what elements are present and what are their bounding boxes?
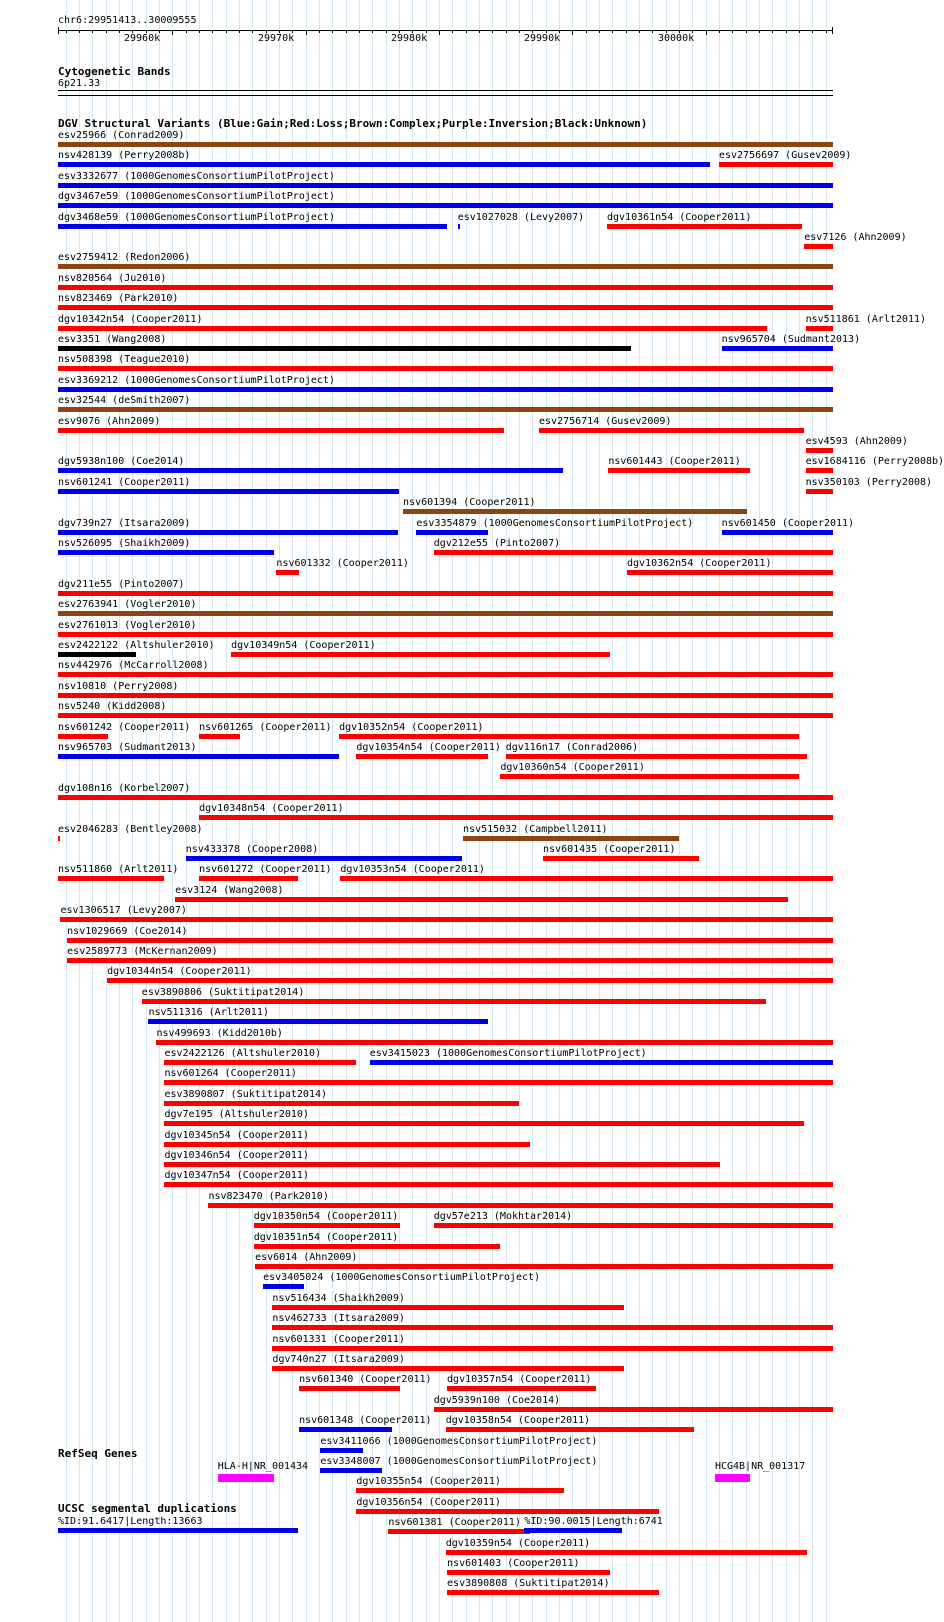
variant-label: nsv428139 (Perry2008b): [58, 150, 191, 162]
variant-bar[interactable]: [231, 652, 610, 657]
ruler-minor-tick: [226, 30, 227, 33]
position-label: chr6:29951413..30009555: [58, 15, 197, 26]
variant-label: nsv526095 (Shaikh2009): [58, 538, 191, 549]
variant-bar[interactable]: [58, 734, 108, 739]
variant-label: nsv508398 (Teague2010): [58, 354, 191, 366]
variant-bar[interactable]: [255, 1264, 833, 1269]
ruler-arrow-left: [58, 27, 59, 34]
variant-label: dgv211e55 (Pinto2007): [58, 578, 185, 590]
variant-bar[interactable]: [58, 591, 833, 596]
ruler-minor-tick: [492, 30, 493, 33]
variant-bar[interactable]: [434, 1223, 833, 1228]
variant-bar[interactable]: [320, 1448, 363, 1453]
grid-line: [786, 0, 787, 1622]
variant-label: esv3348007 (1000GenomesConsortiumPilotProject): [320, 1456, 598, 1467]
variant-label: esv3354879 (1000GenomesConsortiumPilotProject): [416, 517, 694, 529]
grid-line: [186, 0, 187, 1622]
variant-label: esv32544 (deSmith2007): [58, 395, 191, 407]
variant-bar[interactable]: [58, 876, 164, 881]
ruler-minor-tick: [359, 30, 360, 33]
ruler-major-tick: [439, 30, 440, 35]
variant-label: esv2761013 (Vogler2010): [58, 619, 197, 631]
variant-bar[interactable]: [58, 346, 631, 351]
variant-label: dgv5939n100 (Coe2014): [433, 1394, 561, 1406]
variant-label: dgv10353n54 (Cooper2011): [340, 864, 485, 876]
variant-label: esv3890808 (Suktitipat2014): [447, 1578, 610, 1590]
variant-label: esv2589773 (McKernan2009): [67, 946, 218, 957]
grid-line: [146, 0, 147, 1622]
variant-bar[interactable]: [58, 203, 833, 208]
variant-label: esv3124 (Wang2008): [175, 884, 284, 896]
variant-label: dgv10358n54 (Cooper2011): [445, 1415, 591, 1427]
gene-label: HLA-H|NR_001434: [217, 1461, 309, 1472]
dgv-track-title[interactable]: DGV Structural Variants (Blue:Gain;Red:Loss;Brown:Complex;Purple:Inversion;Black:Unknown): [58, 117, 648, 130]
variant-label: nsv965704 (Sudmant2013): [721, 334, 861, 345]
ruler-minor-tick: [119, 30, 120, 33]
variant-label: nsv5240 (Kidd2008): [58, 701, 167, 713]
variant-bar[interactable]: [254, 1244, 501, 1249]
variant-label: nsv965703 (Sudmant2013): [58, 742, 197, 753]
grid-line: [719, 0, 720, 1622]
variant-label: dgv10356n54 (Cooper2011): [356, 1496, 501, 1508]
ruler-minor-tick: [719, 30, 720, 33]
variant-bar[interactable]: [403, 509, 747, 514]
grid-line: [119, 0, 120, 1622]
segdup-bar[interactable]: [524, 1528, 621, 1533]
variant-bar[interactable]: [164, 1121, 804, 1126]
variant-label: esv3415023 (1000GenomesConsortiumPilotProject): [369, 1048, 647, 1059]
ruler-major-tick: [172, 30, 173, 35]
variant-bar[interactable]: [58, 326, 767, 331]
variant-label: esv3405024 (1000GenomesConsortiumPilotProject): [263, 1272, 541, 1284]
variant-label: nsv511861 (Arlt2011): [805, 313, 927, 325]
ruler-minor-tick: [772, 30, 773, 33]
variant-label: nsv601340 (Cooper2011): [299, 1374, 432, 1386]
variant-bar[interactable]: [356, 754, 488, 759]
grid-line: [159, 0, 160, 1622]
ruler-major-tick: [306, 30, 307, 35]
ruler-minor-tick: [746, 30, 747, 33]
variant-label: dgv116n17 (Conrad2006): [505, 742, 639, 753]
variant-bar[interactable]: [627, 570, 833, 575]
variant-label: nsv515032 (Campbell2011): [463, 823, 608, 835]
ruler-minor-tick: [506, 30, 507, 33]
cytoband-label: 6p21.33: [58, 78, 101, 89]
variant-bar[interactable]: [148, 1019, 488, 1024]
variant-bar[interactable]: [164, 1101, 519, 1106]
variant-label: nsv601264 (Cooper2011): [164, 1068, 297, 1080]
ruler-minor-tick: [372, 30, 373, 33]
variant-label: nsv350103 (Perry2008): [805, 476, 933, 488]
variant-label: esv3332677 (1000GenomesConsortiumPilotProject): [58, 170, 335, 182]
ruler-axis: [58, 30, 833, 31]
ruler-minor-tick: [386, 30, 387, 33]
scale-tick-label: 29980k: [391, 33, 428, 44]
ruler-minor-tick: [332, 30, 333, 33]
ruler-minor-tick: [639, 30, 640, 33]
variant-bar[interactable]: [175, 897, 788, 902]
variant-label: nsv601265 (Cooper2011): [199, 721, 332, 733]
variant-label: esv4593 (Ahn2009): [805, 436, 908, 447]
segdup-bar[interactable]: [58, 1528, 298, 1533]
grid-line: [172, 0, 173, 1622]
variant-label: nsv499693 (Kidd2010b): [156, 1027, 283, 1039]
ruler-minor-tick: [799, 30, 800, 33]
ruler-minor-tick: [466, 30, 467, 33]
variant-label: dgv10359n54 (Cooper2011): [445, 1537, 591, 1549]
variant-bar[interactable]: [500, 774, 799, 779]
grid-line: [772, 0, 773, 1622]
variant-label: esv2756714 (Gusev2009): [539, 415, 672, 427]
grid-line: [106, 0, 107, 1622]
variant-bar[interactable]: [446, 1427, 694, 1432]
variant-bar[interactable]: [446, 1550, 807, 1555]
variant-bar[interactable]: [164, 1142, 529, 1147]
ruler-minor-tick: [786, 30, 787, 33]
ruler-minor-tick: [479, 30, 480, 33]
variant-bar[interactable]: [272, 1346, 833, 1351]
variant-label: dgv3468e59 (1000GenomesConsortiumPilotProject): [58, 211, 335, 223]
ruler-minor-tick: [652, 30, 653, 33]
variant-label: dgv10362n54 (Cooper2011): [626, 558, 772, 570]
variant-label: esv2756697 (Gusev2009): [718, 150, 852, 162]
variant-label: nsv442976 (McCarroll2008): [58, 660, 209, 672]
variant-bar[interactable]: [434, 550, 833, 555]
grid-line: [599, 0, 600, 1622]
variant-bar[interactable]: [299, 1386, 400, 1391]
ruler-minor-tick: [519, 30, 520, 33]
scale-tick-label: 29970k: [258, 33, 295, 44]
variant-bar[interactable]: [806, 448, 833, 453]
variant-label: dgv10347n54 (Cooper2011): [164, 1170, 309, 1182]
variant-bar[interactable]: [447, 1570, 610, 1575]
variant-bar[interactable]: [58, 672, 833, 677]
variant-bar[interactable]: [58, 366, 833, 371]
variant-bar[interactable]: [60, 917, 833, 922]
variant-label: dgv108n16 (Korbel2007): [58, 782, 191, 794]
grid-line: [626, 0, 627, 1622]
variant-bar[interactable]: [58, 142, 833, 147]
variant-bar[interactable]: [539, 428, 804, 433]
ruler-minor-tick: [79, 30, 80, 33]
variant-bar[interactable]: [434, 1407, 833, 1412]
variant-label: nsv601331 (Cooper2011): [272, 1333, 405, 1345]
variant-label: dgv10361n54 (Cooper2011): [606, 211, 752, 223]
variant-bar[interactable]: [804, 244, 833, 249]
ruler-minor-tick: [826, 30, 827, 33]
ruler-minor-tick: [199, 30, 200, 33]
variant-label: nsv823469 (Park2010): [58, 293, 179, 305]
variant-bar[interactable]: [164, 1182, 833, 1187]
variant-bar[interactable]: [339, 734, 799, 739]
variant-bar[interactable]: [58, 836, 60, 841]
variant-bar[interactable]: [276, 570, 299, 575]
variant-bar[interactable]: [719, 162, 833, 167]
variant-label: esv1306517 (Levy2007): [60, 905, 187, 917]
segdup-label: %ID:90.0015|Length:6741: [524, 1516, 663, 1527]
variant-bar[interactable]: [340, 876, 833, 881]
grid-line: [666, 0, 667, 1622]
scale-tick-label: 29960k: [124, 33, 161, 44]
variant-label: esv3890806 (Suktitipat2014): [141, 986, 305, 998]
variant-bar[interactable]: [58, 530, 398, 535]
variant-label: nsv10810 (Perry2008): [58, 680, 179, 692]
grid-line: [79, 0, 80, 1622]
variant-label: nsv511316 (Arlt2011): [148, 1007, 269, 1019]
variant-bar[interactable]: [58, 183, 833, 188]
variant-bar[interactable]: [58, 407, 833, 412]
variant-label: esv2759412 (Redon2006): [58, 252, 191, 264]
variant-label: nsv462733 (Itsara2009): [272, 1313, 405, 1325]
variant-label: dgv739n27 (Itsara2009): [58, 517, 191, 529]
grid-line: [706, 0, 707, 1622]
variant-label: esv2422122 (Altshuler2010): [58, 640, 215, 651]
variant-bar[interactable]: [58, 387, 833, 392]
variant-bar[interactable]: [320, 1468, 381, 1473]
variant-label: esv9076 (Ahn2009): [58, 415, 161, 427]
variant-label: nsv601272 (Cooper2011): [199, 864, 332, 876]
variant-bar[interactable]: [58, 224, 447, 229]
variant-bar[interactable]: [58, 162, 710, 167]
variant-label: dgv10350n54 (Cooper2011): [253, 1211, 399, 1223]
variant-label: nsv601242 (Cooper2011): [58, 721, 191, 733]
variant-bar[interactable]: [58, 652, 136, 657]
grid-line: [66, 0, 67, 1622]
variant-label: nsv823470 (Park2010): [208, 1190, 329, 1202]
segdup-track-title[interactable]: UCSC segmental duplications: [58, 1502, 237, 1515]
ruler-minor-tick: [66, 30, 67, 33]
variant-label: esv1684116 (Perry2008b): [805, 456, 944, 468]
ruler-minor-tick: [239, 30, 240, 33]
variant-label: nsv433378 (Cooper2008): [185, 844, 319, 855]
grid-line: [612, 0, 613, 1622]
cytoband-line-top: [58, 90, 833, 91]
refseq-track-title[interactable]: RefSeq Genes: [58, 1447, 138, 1460]
variant-bar[interactable]: [806, 489, 833, 494]
variant-label: esv1027028 (Levy2007): [457, 211, 585, 223]
variant-bar[interactable]: [58, 550, 274, 555]
variant-label: nsv601450 (Cooper2011): [721, 517, 855, 529]
variant-bar[interactable]: [156, 1040, 833, 1045]
gene-feature[interactable]: [715, 1474, 750, 1482]
variant-bar[interactable]: [186, 856, 462, 861]
grid-line: [132, 0, 133, 1622]
variant-bar[interactable]: [67, 938, 833, 943]
scale-tick-label: 29990k: [524, 33, 561, 44]
variant-bar[interactable]: [506, 754, 807, 759]
variant-label: nsv516434 (Shaikh2009): [272, 1292, 405, 1304]
grid-line: [92, 0, 93, 1622]
ruler-minor-tick: [586, 30, 587, 33]
variant-bar[interactable]: [199, 734, 240, 739]
ruler-minor-tick: [212, 30, 213, 33]
variant-label: esv2763941 (Vogler2010): [58, 599, 197, 611]
variant-label: dgv10345n54 (Cooper2011): [164, 1129, 309, 1141]
variant-label: nsv1029669 (Coe2014): [67, 925, 188, 937]
variant-label: dgv10348n54 (Cooper2011): [199, 803, 344, 815]
ruler-major-tick: [706, 30, 707, 35]
variant-bar[interactable]: [199, 815, 833, 820]
variant-bar[interactable]: [272, 1325, 833, 1330]
variant-bar[interactable]: [607, 224, 802, 229]
variant-bar[interactable]: [458, 224, 461, 229]
variant-label: nsv601348 (Cooper2011): [299, 1415, 432, 1427]
ruler-minor-tick: [106, 30, 107, 33]
ruler-minor-tick: [186, 30, 187, 33]
variant-label: nsv601443 (Cooper2011): [608, 456, 741, 468]
variant-bar[interactable]: [58, 713, 833, 718]
variant-bar[interactable]: [58, 795, 833, 800]
variant-bar[interactable]: [142, 999, 766, 1004]
variant-label: dgv10351n54 (Cooper2011): [253, 1231, 399, 1243]
ruler-major-tick: [572, 30, 573, 35]
ruler-minor-tick: [319, 30, 320, 33]
variant-label: dgv212e55 (Pinto2007): [433, 538, 561, 549]
variant-label: nsv601332 (Cooper2011): [276, 558, 409, 570]
variant-bar[interactable]: [58, 693, 833, 698]
variant-bar[interactable]: [447, 1386, 596, 1391]
variant-bar[interactable]: [806, 326, 833, 331]
variant-label: dgv7e195 (Altshuler2010): [164, 1109, 309, 1121]
variant-label: esv6014 (Ahn2009): [255, 1252, 358, 1263]
grid-line: [439, 0, 440, 1622]
variant-label: esv3369212 (1000GenomesConsortiumPilotProject): [58, 374, 335, 386]
variant-label: esv25966 (Conrad2009): [58, 130, 185, 141]
ruler-minor-tick: [346, 30, 347, 33]
variant-label: nsv601403 (Cooper2011): [447, 1558, 580, 1569]
grid-line: [799, 0, 800, 1622]
variant-label: nsv601241 (Cooper2011): [58, 476, 191, 488]
cytoband-line-bottom: [58, 95, 833, 96]
variant-label: nsv601394 (Cooper2011): [403, 497, 536, 509]
gene-label: HCG4B|NR_001317: [714, 1461, 806, 1472]
variant-bar[interactable]: [370, 1060, 833, 1065]
variant-bar[interactable]: [58, 754, 339, 759]
ruler-minor-tick: [599, 30, 600, 33]
variant-label: esv2046283 (Bentley2008): [58, 823, 203, 835]
ruler-arrow-right: [832, 27, 833, 34]
variant-bar[interactable]: [164, 1060, 356, 1065]
grid-line: [652, 0, 653, 1622]
variant-bar[interactable]: [58, 632, 833, 637]
variant-bar[interactable]: [208, 1203, 833, 1208]
ruler-minor-tick: [92, 30, 93, 33]
ruler-minor-tick: [812, 30, 813, 33]
variant-label: esv7126 (Ahn2009): [804, 232, 907, 243]
variant-label: dgv10346n54 (Cooper2011): [164, 1150, 309, 1161]
variant-label: dgv10357n54 (Cooper2011): [447, 1374, 592, 1386]
gene-feature[interactable]: [218, 1474, 274, 1482]
variant-bar[interactable]: [356, 1509, 659, 1514]
variant-label: dgv10354n54 (Cooper2011): [356, 742, 501, 753]
variant-bar[interactable]: [806, 468, 833, 473]
variant-label: esv3351 (Wang2008): [58, 334, 167, 345]
variant-label: dgv10360n54 (Cooper2011): [500, 762, 645, 774]
variant-bar[interactable]: [608, 468, 749, 473]
variant-bar[interactable]: [58, 611, 833, 616]
grid-line: [679, 0, 680, 1622]
ruler-minor-tick: [612, 30, 613, 33]
variant-bar[interactable]: [164, 1162, 720, 1167]
variant-label: dgv3467e59 (1000GenomesConsortiumPilotProject): [58, 191, 335, 203]
variant-bar[interactable]: [416, 530, 488, 535]
variant-bar[interactable]: [164, 1080, 833, 1085]
variant-bar[interactable]: [58, 264, 833, 269]
variant-label: dgv10349n54 (Cooper2011): [231, 640, 376, 651]
variant-bar[interactable]: [722, 530, 833, 535]
variant-label: dgv10352n54 (Cooper2011): [339, 721, 484, 733]
variant-bar[interactable]: [263, 1284, 304, 1289]
variant-bar[interactable]: [67, 958, 833, 963]
variant-bar[interactable]: [356, 1488, 564, 1493]
grid-line: [639, 0, 640, 1622]
variant-label: esv3411066 (1000GenomesConsortiumPilotProject): [320, 1435, 598, 1447]
variant-bar[interactable]: [58, 428, 504, 433]
variant-label: nsv511860 (Arlt2011): [58, 864, 179, 876]
segdup-label: %ID:91.6417|Length:13663: [58, 1516, 203, 1527]
grid-line: [692, 0, 693, 1622]
variant-bar[interactable]: [463, 836, 679, 841]
variant-bar[interactable]: [543, 856, 699, 861]
variant-label: esv2422126 (Altshuler2010): [164, 1048, 321, 1059]
variant-bar[interactable]: [388, 1529, 529, 1534]
grid-line: [759, 0, 760, 1622]
ruler-minor-tick: [732, 30, 733, 33]
variant-label: dgv10344n54 (Cooper2011): [107, 966, 252, 978]
variant-label: nsv601381 (Cooper2011): [388, 1517, 521, 1529]
variant-bar[interactable]: [299, 1427, 392, 1432]
variant-bar[interactable]: [58, 285, 833, 290]
grid-line: [732, 0, 733, 1622]
variant-bar[interactable]: [107, 978, 833, 983]
ruler-minor-tick: [759, 30, 760, 33]
variant-bar[interactable]: [254, 1223, 401, 1228]
variant-label: dgv57e213 (Mokhtar2014): [433, 1211, 573, 1223]
variant-bar[interactable]: [58, 489, 399, 494]
variant-label: dgv10342n54 (Cooper2011): [58, 313, 203, 325]
variant-bar[interactable]: [58, 468, 563, 473]
scale-tick-label: 30000k: [658, 33, 695, 44]
variant-label: nsv820564 (Ju2010): [58, 272, 167, 284]
variant-label: dgv740n27 (Itsara2009): [272, 1354, 405, 1365]
variant-label: dgv5938n100 (Coe2014): [58, 456, 185, 468]
variant-label: esv3890807 (Suktitipat2014): [164, 1088, 328, 1100]
variant-bar[interactable]: [447, 1590, 659, 1595]
variant-bar[interactable]: [199, 876, 298, 881]
variant-bar[interactable]: [272, 1366, 624, 1371]
ruler-minor-tick: [252, 30, 253, 33]
variant-bar[interactable]: [272, 1305, 624, 1310]
variant-label: dgv10355n54 (Cooper2011): [356, 1476, 501, 1488]
grid-line: [746, 0, 747, 1622]
ruler-minor-tick: [626, 30, 627, 33]
variant-label: nsv601435 (Cooper2011): [543, 844, 676, 855]
cytogenetic-track-title[interactable]: Cytogenetic Bands: [58, 65, 171, 78]
variant-bar[interactable]: [58, 305, 833, 310]
ruler-minor-tick: [452, 30, 453, 33]
variant-bar[interactable]: [722, 346, 833, 351]
